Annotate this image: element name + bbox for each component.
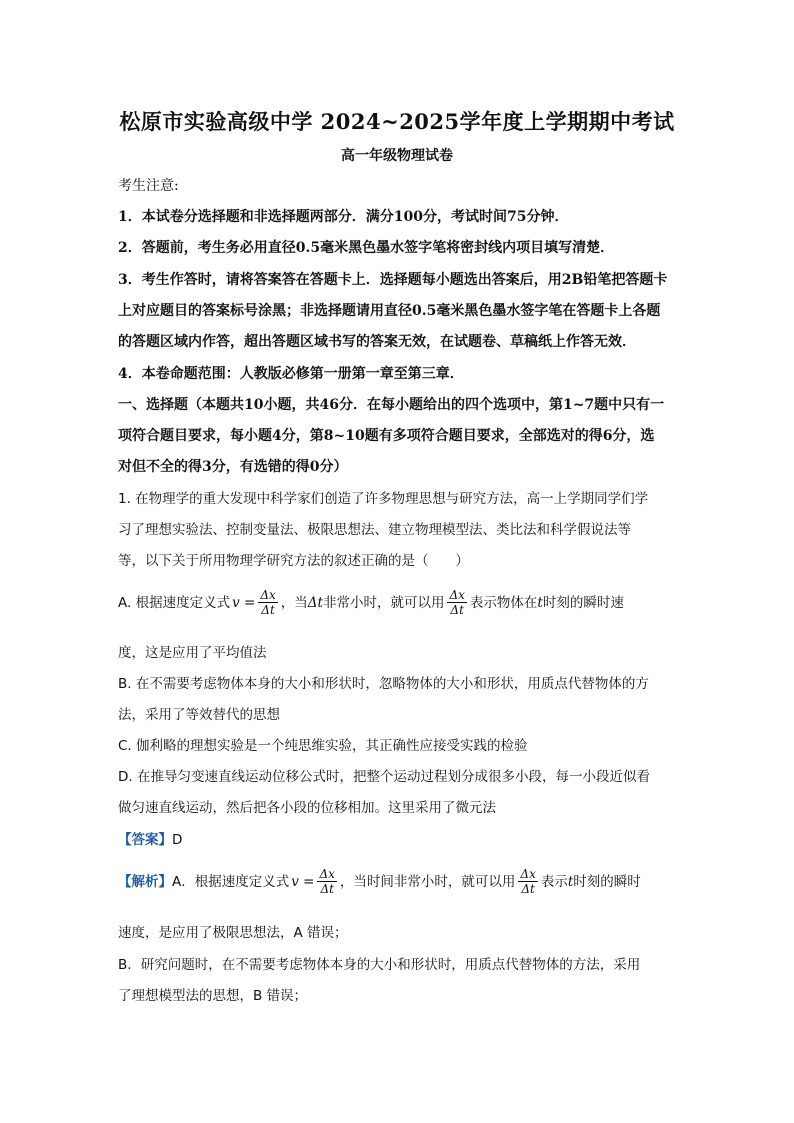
fraction-numerator: Δx: [520, 867, 536, 881]
velocity-symbol: v =: [291, 873, 315, 890]
option-b-line-1: B. 在不需要考虑物体本身的大小和形状时，忽略物体的大小和形状，用质点代替物体的方: [118, 676, 649, 692]
exam-title: 松原市实验高级中学 2024~2025学年度上学期期中考试: [119, 109, 675, 134]
option-a-line-1: [118, 588, 678, 617]
section-heading-line-1: 一、选择题（本题共10小题，共46分．在每小题给出的四个选项中，第1~7题中只有一: [118, 397, 665, 413]
option-c: C. 伽利略的理想实验是一个纯思维实验，其正确性应接受实践的检验: [118, 738, 528, 754]
delta-x-over-delta-t-fraction-2: [447, 588, 466, 617]
analysis-line-1: [118, 867, 678, 896]
delta-x-over-delta-t-fraction-2: [518, 867, 537, 896]
notice-item-3-cont2: 的答题区域内作答，超出答题区域书写的答案无效，在试题卷、草稿纸上作答无效．: [118, 334, 636, 350]
question-1-stem-2: 习了理想实验法、控制变量法、极限思想法、建立物理模型法、类比法和科学假说法等: [118, 522, 631, 538]
notice-heading: 考生注意:: [118, 178, 179, 194]
fraction-denominator: Δt: [450, 603, 464, 617]
option-d-line-2: 做匀速直线运动，然后把各小段的位移相加。这里采用了微元法: [118, 800, 496, 816]
question-1-stem-3: 等，以下关于所用物理学研究方法的叙述正确的是（ ）: [118, 553, 469, 569]
notice-item-3: 3．考生作答时，请将答案答在答题卡上．选择题每小题选出答案后，用2B铅笔把答题卡: [118, 272, 668, 288]
section-heading-line-2: 项符合题目要求，每小题4分，第8~10题有多项符合题目要求，全部选对的得6分，选: [118, 428, 655, 444]
analysis-text-1: A．根据速度定义式: [172, 873, 290, 890]
notice-item-2: 2．答题前，考生务必用直径0.5毫米黑色墨水签字笔将密封线内项目填写清楚．: [118, 240, 615, 256]
analysis-tag: 【解析】: [118, 873, 172, 890]
notice-item-1: 1．本试卷分选择题和非选择题两部分．满分100分，考试时间75分钟．: [118, 209, 569, 225]
notice-item-4: 4．本卷命题范围：人教版必修第一册第一章至第三章．: [118, 366, 464, 382]
t-symbol: t: [567, 873, 574, 890]
fraction-numerator: Δx: [319, 867, 335, 881]
fraction-numerator: Δx: [260, 588, 276, 602]
option-b-line-2: 法，采用了等效替代的思想: [118, 707, 280, 723]
analysis-text-4: 时刻的瞬时: [573, 873, 641, 890]
delta-x-over-delta-t-fraction: [317, 867, 336, 896]
answer-value: D: [172, 832, 183, 848]
answer-tag: 【答案】: [118, 832, 172, 848]
fraction-denominator: Δt: [261, 603, 275, 617]
t-symbol: t: [537, 594, 543, 611]
option-a-text-4: 表示物体在: [469, 594, 538, 611]
analysis-line-2: 速度，是应用了极限思想法，A 错误；: [118, 925, 348, 941]
section-heading-line-3: 对但不全的得3分，有选错的得0分）: [118, 459, 348, 475]
analysis-text-3: 表示: [540, 873, 568, 890]
answer-line: [118, 830, 678, 850]
option-a-text-1: A. 根据速度定义式: [118, 594, 231, 611]
option-a-text-2: ，当: [280, 594, 308, 611]
option-a-line-2: 度，这是应用了平均值法: [118, 645, 267, 661]
option-a-text-5: 时刻的瞬时速: [542, 594, 624, 611]
question-1-stem-1: 1. 在物理学的重大发现中科学家们创造了许多物理思想与研究方法，高一上学期同学们学: [118, 491, 649, 507]
fraction-denominator: Δt: [521, 882, 535, 896]
delta-t-symbol: Δt: [307, 594, 323, 611]
fraction-numerator: Δx: [449, 588, 465, 602]
analysis-b-line-2: 了理想模型法的思想，B 错误；: [118, 988, 308, 1004]
analysis-b-line-1: B．研究问题时，在不需要考虑物体本身的大小和形状时，用质点代替物体的方法，采用: [118, 957, 641, 973]
exam-subtitle: 高一年级物理试卷: [341, 148, 453, 164]
velocity-symbol: v =: [232, 594, 256, 611]
option-d-line-1: D. 在推导匀变速直线运动位移公式时，把整个运动过程划分成很多小段，每一小段近似看: [118, 769, 650, 785]
option-a-text-3: 非常小时，就可以用: [322, 594, 445, 611]
analysis-text-2: ，当时间非常小时，就可以用: [339, 873, 516, 890]
notice-item-3-cont: 上对应题目的答案标号涂黑；非选择题请用直径0.5毫米黑色墨水签字笔在答题卡上各题: [118, 303, 661, 319]
fraction-denominator: Δt: [320, 882, 334, 896]
delta-x-over-delta-t-fraction: [258, 588, 277, 617]
